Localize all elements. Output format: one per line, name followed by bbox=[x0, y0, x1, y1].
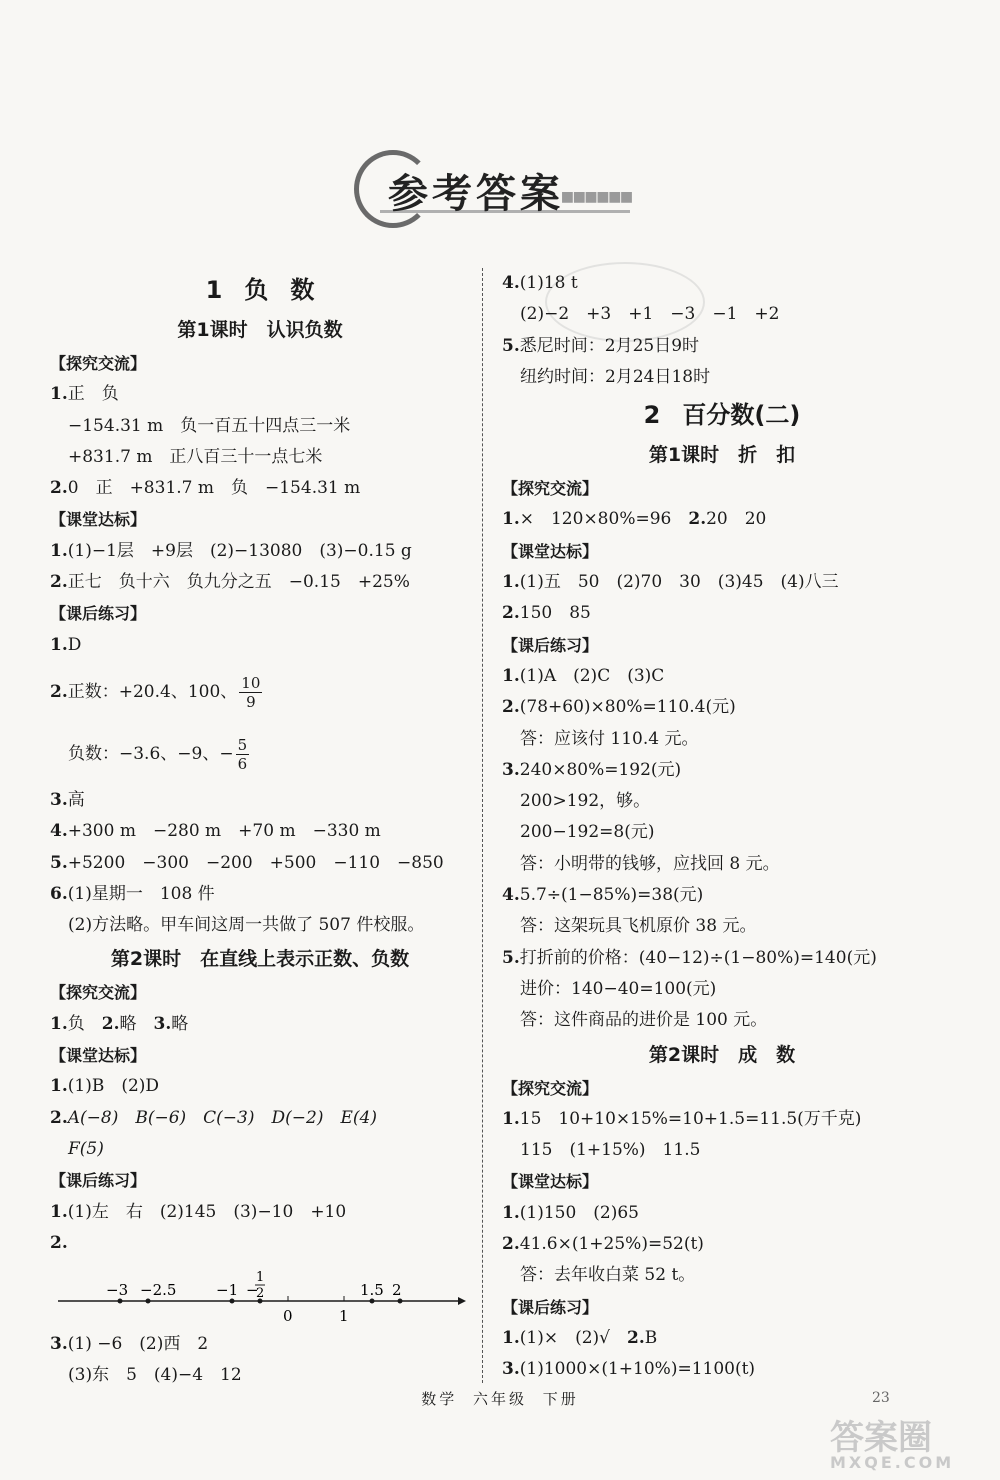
answer-line: 1.负 2.略 3.略 bbox=[50, 1013, 189, 1034]
answer-line: 1.15 10+10×15%=10+1.5=11.5(万千克) bbox=[502, 1108, 862, 1129]
point-2 bbox=[398, 1299, 403, 1304]
number-line-svg bbox=[50, 1259, 470, 1329]
lesson-heading: 第1课时 折 扣 bbox=[648, 444, 796, 467]
section-class: 【课堂达标】 bbox=[502, 1172, 599, 1192]
answer-line: 2.A(−8) B(−6) C(−3) D(−2) E(4) bbox=[50, 1107, 377, 1128]
answer-line: 5.+5200 −300 −200 +500 −110 −850 bbox=[50, 852, 444, 873]
section-after: 【课后练习】 bbox=[50, 604, 147, 624]
footer-grade: 六年级 bbox=[472, 1390, 527, 1408]
left-column bbox=[50, 268, 470, 1392]
page-title: 参考答案 bbox=[388, 171, 564, 217]
watermark-logo: 答案圈 MXQE.COM bbox=[830, 1418, 955, 1472]
label-neg-sign: − bbox=[246, 1281, 259, 1300]
answer-line: (2)−2 +3 +1 −3 −1 +2 bbox=[520, 304, 780, 325]
answer-line: 2.150 85 bbox=[502, 603, 591, 624]
footer-volume: 下册 bbox=[542, 1390, 579, 1408]
label-neg2-5: −2.5 bbox=[140, 1281, 177, 1300]
point-1-5 bbox=[370, 1299, 375, 1304]
answer-line: 1.(1)A (2)C (3)C bbox=[502, 665, 665, 686]
answer-line: 200−192=8(元) bbox=[520, 822, 655, 843]
answer-line: 2.正七 负十六 负九分之五 −0.15 +25% bbox=[50, 572, 410, 593]
answer-line: 1.(1)150 (2)65 bbox=[502, 1202, 639, 1223]
label-neg1: −1 bbox=[216, 1281, 239, 1300]
section-class: 【课堂达标】 bbox=[50, 510, 147, 530]
answer-line: 4.+300 m −280 m +70 m −330 m bbox=[50, 821, 381, 842]
answer-line: 115 (1+15%) 11.5 bbox=[520, 1140, 701, 1161]
answer-line: 1.正 负 bbox=[50, 384, 119, 405]
section-explore: 【探究交流】 bbox=[502, 1078, 599, 1098]
answer-line: 2. bbox=[50, 1232, 68, 1253]
fraction: $\frac{5}{6}$ bbox=[237, 735, 248, 773]
answer-line: +831.7 m 正八百三十一点七米 bbox=[68, 446, 323, 467]
unit-heading-2: 2 百分数(二) bbox=[643, 401, 801, 430]
answer-line-fraction: 负数：−3.6、−9、− $\frac{5}{6}$ bbox=[68, 735, 248, 773]
answer-line: 3.(1) −6 (2)西 2 bbox=[50, 1334, 209, 1355]
answer-line: 2.(78+60)×80%=110.4(元) bbox=[502, 697, 736, 718]
axis-arrow bbox=[458, 1297, 466, 1305]
answer-line: (3)东 5 (4)−4 12 bbox=[68, 1365, 242, 1386]
answer-line: 答：应该付 110.4 元。 bbox=[520, 728, 699, 749]
answer-line: 3.240×80%=192(元) bbox=[502, 759, 682, 780]
section-explore: 【探究交流】 bbox=[502, 479, 599, 499]
answer-line: 1.D bbox=[50, 634, 82, 655]
column-divider bbox=[482, 268, 483, 1383]
axis-label-0: 0 bbox=[283, 1307, 293, 1326]
number-line bbox=[50, 1259, 470, 1329]
answer-line: 进价：140−40=100(元) bbox=[520, 978, 717, 999]
lesson-heading: 第1课时 认识负数 bbox=[177, 319, 343, 341]
page-footer bbox=[0, 1388, 1000, 1409]
answer-line: 纽约时间：2月24日18时 bbox=[520, 366, 711, 387]
answer-line: 3.(1)1000×(1+10%)=1100(t) bbox=[502, 1359, 756, 1380]
answer-line: 6.(1)星期一 108 件 bbox=[50, 883, 215, 904]
right-column bbox=[502, 268, 942, 1386]
answer-line: 4.(1)18 t bbox=[502, 273, 578, 293]
answer-line: 5.打折前的价格：(40−12)÷(1−80%)=140(元) bbox=[502, 947, 877, 968]
section-explore: 【探究交流】 bbox=[50, 354, 147, 373]
answer-line: 5.悉尼时间：2月25日9时 bbox=[502, 335, 700, 356]
answer-line: 2.0 正 +831.7 m 负 −154.31 m bbox=[50, 478, 361, 499]
label-2: 2 bbox=[392, 1281, 402, 1300]
page-number: 23 bbox=[872, 1390, 890, 1406]
answer-line: 1.(1)左 右 (2)145 (3)−10 +10 bbox=[50, 1201, 347, 1222]
section-after: 【课后练习】 bbox=[50, 1171, 147, 1191]
label-1-5: 1.5 bbox=[360, 1281, 384, 1300]
answer-line: 答：去年收白菜 52 t。 bbox=[520, 1265, 696, 1286]
section-after: 【课后练习】 bbox=[502, 1297, 599, 1317]
point-neg2-5 bbox=[146, 1299, 151, 1304]
label-half-den: 2 bbox=[256, 1286, 265, 1302]
section-explore: 【探究交流】 bbox=[50, 983, 147, 1003]
answer-line-fraction: 2.正数：+20.4、100、 $\frac{10}{9}$ bbox=[50, 673, 261, 711]
fraction: $\frac{10}{9}$ bbox=[241, 673, 261, 711]
axis-label-1: 1 bbox=[339, 1307, 349, 1326]
answer-line: 1.(1)× (2)√ 2.B bbox=[502, 1327, 658, 1348]
answer-line: 1.(1)五 50 (2)70 30 (3)45 (4)八三 bbox=[502, 572, 839, 593]
section-class: 【课堂达标】 bbox=[502, 541, 599, 561]
point-neg1 bbox=[230, 1299, 235, 1304]
section-after: 【课后练习】 bbox=[502, 635, 599, 655]
answer-line: 3.高 bbox=[50, 789, 85, 810]
header-banner bbox=[340, 150, 640, 230]
point-neg3 bbox=[118, 1299, 123, 1304]
answer-line: F(5) bbox=[68, 1138, 104, 1159]
unit-heading-1: 1 负 数 bbox=[205, 276, 315, 304]
answer-line: 1.(1)B (2)D bbox=[50, 1076, 160, 1097]
answer-line: 答：这件商品的进价是 100 元。 bbox=[520, 1010, 768, 1031]
answer-line: 1.(1)−1层 +9层 (2)−13080 (3)−0.15 g bbox=[50, 540, 412, 561]
label-neg3: −3 bbox=[106, 1281, 129, 1300]
answer-line: 2.41.6×(1+25%)=52(t) bbox=[502, 1234, 704, 1255]
lesson-heading: 第2课时 成 数 bbox=[648, 1043, 796, 1066]
answer-line: −154.31 m 负一百五十四点三一米 bbox=[68, 415, 351, 436]
answer-line: 答：这架玩具飞机原价 38 元。 bbox=[520, 916, 757, 937]
answer-line: (2)方法略。甲车间这周一共做了 507 件校服。 bbox=[68, 915, 425, 936]
answer-line: 200>192，够。 bbox=[520, 791, 651, 812]
section-class: 【课堂达标】 bbox=[50, 1046, 147, 1066]
lesson-heading: 第2课时 在直线上表示正数、负数 bbox=[110, 948, 410, 971]
footer-subject: 数学 bbox=[421, 1390, 458, 1408]
label-half-num: 1 bbox=[256, 1270, 265, 1286]
answer-line: 1.× 120×80%=96 2.20 20 bbox=[502, 509, 767, 530]
banner-dash-decoration: ■■■■■■ bbox=[562, 186, 634, 207]
answer-line: 4.5.7÷(1−85%)=38(元) bbox=[502, 885, 704, 906]
answer-line: 答：小明带的钱够，应找回 8 元。 bbox=[520, 853, 780, 874]
